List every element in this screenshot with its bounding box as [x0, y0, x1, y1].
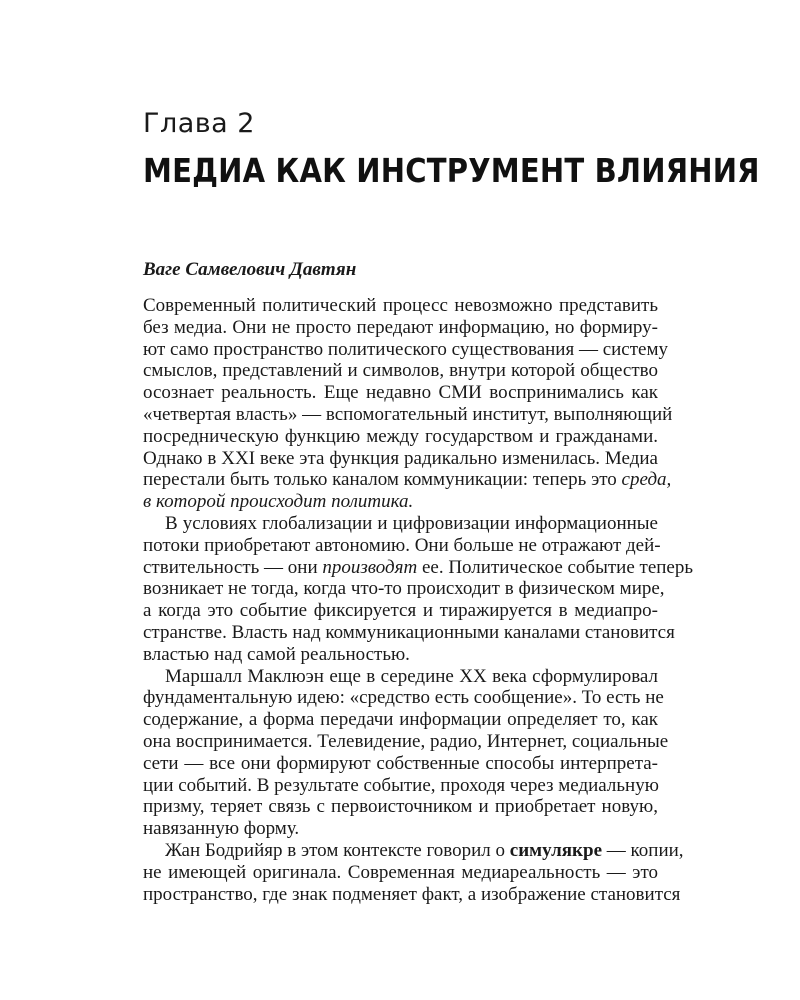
text-run: Маршалл Маклюэн еще в середине XX века сформулировал	[165, 665, 658, 687]
text-run: ции событий. В результате событие, проходя через медиальную	[143, 774, 659, 796]
text-run: ее. Политическое событие теперь	[417, 556, 694, 578]
text-line	[143, 687, 664, 709]
text-line	[143, 775, 658, 797]
text-run: навязанную форму.	[143, 818, 300, 840]
italic-text: производят	[322, 556, 418, 578]
paragraph	[143, 512, 694, 666]
text-line	[143, 426, 658, 448]
text-line	[143, 709, 658, 731]
text-run: «четвертая власть» — вспомогательный институт, выполняющий	[143, 403, 673, 425]
text-run: Однако в XXI веке эта функция радикально изменилась. Медиа	[143, 447, 658, 469]
bold-term: симулякре	[509, 839, 603, 861]
text-line	[143, 578, 665, 600]
text-line	[143, 338, 668, 361]
text-run: смыслов, представлений и символов, внутри которой общество	[143, 360, 658, 382]
text-line	[143, 862, 658, 884]
text-line	[143, 621, 675, 644]
text-line	[143, 403, 673, 426]
text-run: не имеющей оригинала. Современная медиареальность — это	[143, 861, 658, 883]
text-line	[143, 360, 658, 382]
text-line	[143, 556, 694, 579]
text-run: посредническую функцию между государством и гражданами.	[143, 425, 658, 447]
text-run: возникает не тогда, когда что-то происходит в физическом мире,	[143, 578, 665, 600]
text-run: Современный политический процесс невозможно представить	[143, 295, 658, 316]
body-text	[143, 295, 694, 905]
text-run: потоки приобретают автономию. Они больше не отражают дей-	[143, 534, 661, 556]
text-line	[143, 534, 661, 557]
text-run: ствительность — они	[143, 556, 323, 578]
text-run: сети — все они формируют собственные способы интерпрета-	[143, 752, 658, 774]
text-line	[143, 469, 672, 491]
text-line	[143, 448, 658, 470]
text-run: властью над самой реальностью.	[143, 643, 410, 665]
text-run: странстве. Власть над коммуникационными каналами становится	[143, 621, 675, 643]
text-line	[143, 513, 658, 535]
text-line	[143, 883, 681, 906]
text-run: В условиях глобализации и цифровизации информационные	[165, 512, 658, 534]
text-run: осознает реальность. Еще недавно СМИ воспринимались как	[143, 382, 658, 404]
text-line	[143, 753, 658, 775]
author-name: Ваге Самвелович Давтян	[143, 259, 357, 280]
text-run: фундаментальную идею: «средство есть сообщение». То есть не	[143, 687, 664, 709]
text-line	[143, 491, 658, 513]
paragraph	[143, 839, 684, 905]
text-run: а когда это событие фиксируется и тиражируется в медиапро-	[143, 600, 658, 622]
text-run: без медиа. Они не просто передают информацию, но формиру-	[143, 316, 658, 338]
text-run: перестали быть только каналом коммуникации: теперь это	[143, 469, 622, 491]
paragraph	[143, 295, 673, 513]
text-run: Жан Бодрийяр в этом контексте говорил о	[165, 839, 510, 861]
text-line	[143, 839, 684, 862]
text-line	[143, 382, 658, 404]
paragraph	[143, 665, 669, 840]
text-run: она воспринимается. Телевидение, радио, Интернет, социальные	[143, 730, 669, 752]
italic-text: среда,	[621, 469, 672, 491]
text-line	[143, 317, 658, 339]
chapter-number: Глава 2	[143, 108, 255, 139]
text-line	[143, 666, 658, 688]
text-line	[143, 796, 658, 818]
text-run: ют само пространство политического существования — систему	[143, 338, 668, 360]
text-run: — копии,	[602, 839, 684, 861]
text-line	[143, 730, 669, 753]
text-line	[143, 600, 658, 622]
text-line	[143, 818, 658, 840]
text-line	[143, 644, 658, 666]
text-run: содержание, а форма передачи информации определяет то, как	[143, 709, 658, 731]
text-run: пространство, где знак подменяет факт, а изображение становится	[143, 883, 681, 905]
chapter-title: МЕДИА КАК ИНСТРУМЕНТ ВЛИЯНИЯ	[143, 151, 760, 190]
text-line	[143, 295, 658, 317]
italic-text: в которой происходит политика.	[143, 491, 414, 513]
text-run: призму, теряет связь с первоисточником и приобретает новую,	[143, 796, 658, 818]
